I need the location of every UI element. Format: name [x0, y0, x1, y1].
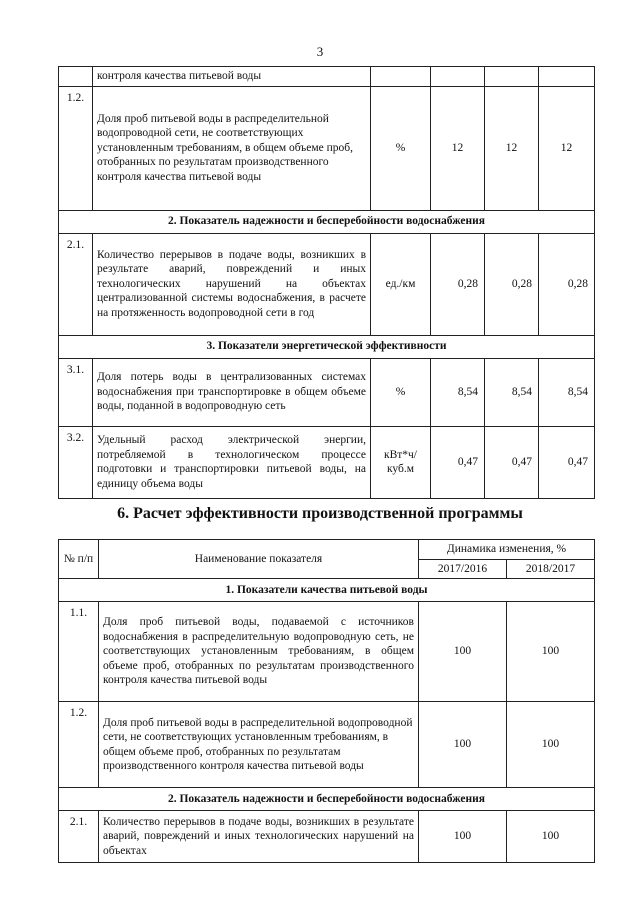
section-row: [59, 579, 595, 602]
indicator-name: Доля проб питьевой воды в распределительной водопроводной сети, не соответствующих установленным требованиям, в общем объеме проб, отобранных по результатам производственного контроля качества питьевой воды: [99, 702, 419, 788]
indicator-name: Количество перерывов в подаче воды, возникших в результате аварий, повреждений и иных технологических нарушений на объектах: [99, 811, 419, 863]
section-title: 3. Показатели энергетической эффективности: [59, 335, 595, 358]
value-cell: 0,28: [431, 233, 485, 335]
row-number: 1.2.: [59, 702, 99, 788]
value-cell: 0,47: [485, 426, 539, 498]
section-title: 1. Показатели качества питьевой воды: [59, 579, 595, 602]
table-row: [59, 358, 595, 426]
continuation-text: контроля качества питьевой воды: [93, 67, 371, 87]
section-row: [59, 788, 595, 811]
unit-cell: кВт*ч/ куб.м: [371, 426, 431, 498]
value-cell: 100: [507, 811, 595, 863]
value-cell: 0,47: [539, 426, 595, 498]
page-number: 3: [316, 44, 324, 59]
header-period-1: 2017/2016: [419, 559, 507, 579]
header-period-2: 2018/2017: [507, 559, 595, 579]
value-cell: 8,54: [539, 358, 595, 426]
value-cell: 100: [419, 702, 507, 788]
header-row: [59, 540, 595, 560]
value-cell: 100: [419, 811, 507, 863]
value-cell: 0,28: [485, 233, 539, 335]
section-heading: 6. Расчет эффективности производственной программы: [117, 505, 523, 522]
value-cell: 100: [507, 602, 595, 702]
row-number: 1.1.: [59, 602, 99, 702]
indicators-table: [58, 66, 595, 499]
section-row: [59, 210, 595, 233]
value-cell: 0,47: [431, 426, 485, 498]
table-row: [59, 602, 595, 702]
value-cell: 0,28: [539, 233, 595, 335]
header-dynamics: Динамика изменения, %: [419, 540, 595, 560]
value-cell: 8,54: [485, 358, 539, 426]
indicator-name: Удельный расход электрической энергии, потребляемой в технологическом процессе подготовки и транспортировки питьевой воды, на единицу объема воды: [93, 426, 371, 498]
value-cell: 100: [507, 702, 595, 788]
table-row: [59, 811, 595, 863]
section-title: 2. Показатель надежности и бесперебойности водоснабжения: [59, 210, 595, 233]
value-cell: 12: [431, 86, 485, 210]
row-number: 1.2.: [59, 86, 93, 210]
continuation-row: [59, 67, 595, 87]
table-row: [59, 86, 595, 210]
row-number: 2.1.: [59, 811, 99, 863]
indicator-name: Доля проб питьевой воды в распределительной водопроводной сети, не соответствующих установленным требованиям, в общем объеме проб, отобранных по результатам производственного контроля качества питьевой воды: [93, 86, 371, 210]
indicator-name: Доля потерь воды в централизованных системах водоснабжения при транспортировке в общем объеме воды, поданной в водопроводную сеть: [93, 358, 371, 426]
value-cell: 100: [419, 602, 507, 702]
indicator-name: Доля проб питьевой воды, подаваемой с источников водоснабжения в распределительную водопроводную сеть, не соответствующих установленным требованиям, в общем объеме проб, отобранных по результатам производственного контроля качества питьевой воды: [99, 602, 419, 702]
table-row: [59, 426, 595, 498]
row-number: 2.1.: [59, 233, 93, 335]
section-title: 2. Показатель надежности и бесперебойности водоснабжения: [59, 788, 595, 811]
table-row: [59, 233, 595, 335]
unit-cell: ед./км: [371, 233, 431, 335]
table-row: [59, 702, 595, 788]
row-number: 3.2.: [59, 426, 93, 498]
indicator-name: Количество перерывов в подаче воды, возникших в результате аварий, повреждений и иных технологических нарушений на объектах централизованной системы водоснабжения, в расчете на протяженность водопроводной сети в год: [93, 233, 371, 335]
value-cell: 12: [539, 86, 595, 210]
value-cell: 12: [485, 86, 539, 210]
header-num: № п/п: [59, 540, 99, 579]
section-row: [59, 335, 595, 358]
header-name: Наименование показателя: [99, 540, 419, 579]
efficiency-table: [58, 539, 595, 863]
unit-cell: %: [371, 86, 431, 210]
value-cell: 8,54: [431, 358, 485, 426]
unit-cell: %: [371, 358, 431, 426]
row-number: 3.1.: [59, 358, 93, 426]
